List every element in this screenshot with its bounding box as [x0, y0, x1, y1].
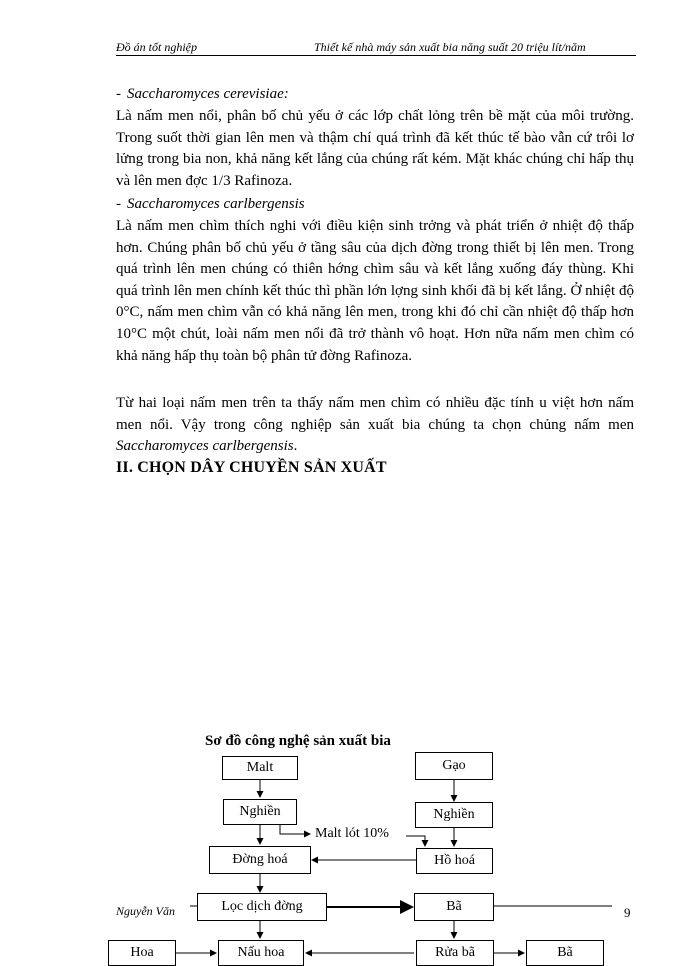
box-ba-1: Bã [414, 893, 494, 921]
conclusion-end: . [293, 438, 298, 455]
bullet-dash: - [116, 196, 121, 212]
footer-author: Nguyễn Văn [116, 904, 175, 918]
header-right: Thiết kế nhà máy sản xuất bia năng suất 20 triệu lít/năm [314, 40, 586, 54]
arrow-malt-lot [280, 825, 310, 834]
bullet-dash: - [116, 86, 121, 102]
box-duong-hoa: Đờng hoá [209, 846, 311, 874]
paragraph-cerevisiae: Là nấm men nổi, phân bố chủ yếu ở các lớp chất lỏng trên bề mặt của môi trường. Trong suốt thời gian lên men và thậm chí quá trình đã kết thúc tế bào vẫn cứ trôi lơ lửng trong bia non, khả năng kết lắng của chúng rất kém. Mặt khác chúng chỉ hấp thụ và lên men đợc 1/3 Rafinoza. [116, 108, 634, 189]
bullet-cerevisiae-label: Saccharomyces cerevisiae [127, 86, 284, 102]
box-rua-ba: Rửa bã [416, 940, 494, 966]
box-ho-hoa: Hồ hoá [416, 848, 493, 874]
box-nau-hoa: Nấu hoa [218, 940, 304, 966]
box-loc-dich-duong: Lọc dịch đờng [197, 893, 327, 921]
header-left: Đồ án tốt nghiệp [116, 40, 197, 54]
box-nghien-gao: Nghiền [415, 802, 493, 828]
section-heading: II. CHỌN DÂY CHUYỀN SẢN XUẤT [116, 459, 387, 476]
box-gao: Gạo [415, 752, 493, 780]
box-malt: Malt [222, 756, 298, 780]
label-malt-lot: Malt lót 10% [315, 826, 389, 841]
page-number: 9 [624, 905, 631, 920]
conclusion-text: Từ hai loại nấm men trên ta thấy nấm men chìm có nhiều đặc tính u việt hơn nấm men nổi. Vậy trong công nghiệp sản xuất bia chúng ta chọn chủng nấm men [116, 395, 634, 433]
arrow-maltlot-hohoa [406, 836, 425, 846]
box-hoa: Hoa [108, 940, 176, 966]
paragraph-carlbergensis: Là nấm men chìm thích nghi với điều kiện sinh trởng và phát triển ở nhiệt độ thấp hơn. Chúng phân bố chủ yếu ở tầng sâu của dịch đờng trong thiết bị lên men. Trong quá trình lên men chúng có thiên hớng chìm sâu và kết lắng xuống đáy thùng. Khi quá trình lên men chính kết thúc thì phần lớn lợng sinh khối đã bị kết lắng. Ở nhiệt độ 0°C, nấm men chìm vẫn có khả năng lên men, trong khi đó chỉ cần nhiệt độ thấp hơn 10°C một chút, loài nấm men nổi đã trở thành vô hoạt. Hơn nữa nấm men chìm có khả năng hấp thụ toàn bộ phân tử đờng Rafinoza. [116, 218, 634, 364]
box-nghien-malt: Nghiền [223, 799, 297, 825]
bullet-cerevisiae-suffix: : [283, 86, 289, 102]
conclusion-species: Saccharomyces carlbergensis [116, 438, 294, 455]
diagram-title: Sơ đồ công nghệ sản xuất bia [205, 733, 391, 749]
box-ba-2: Bã [526, 940, 604, 966]
bullet-carlbergensis-label: Saccharomyces carlbergensis [127, 196, 305, 212]
